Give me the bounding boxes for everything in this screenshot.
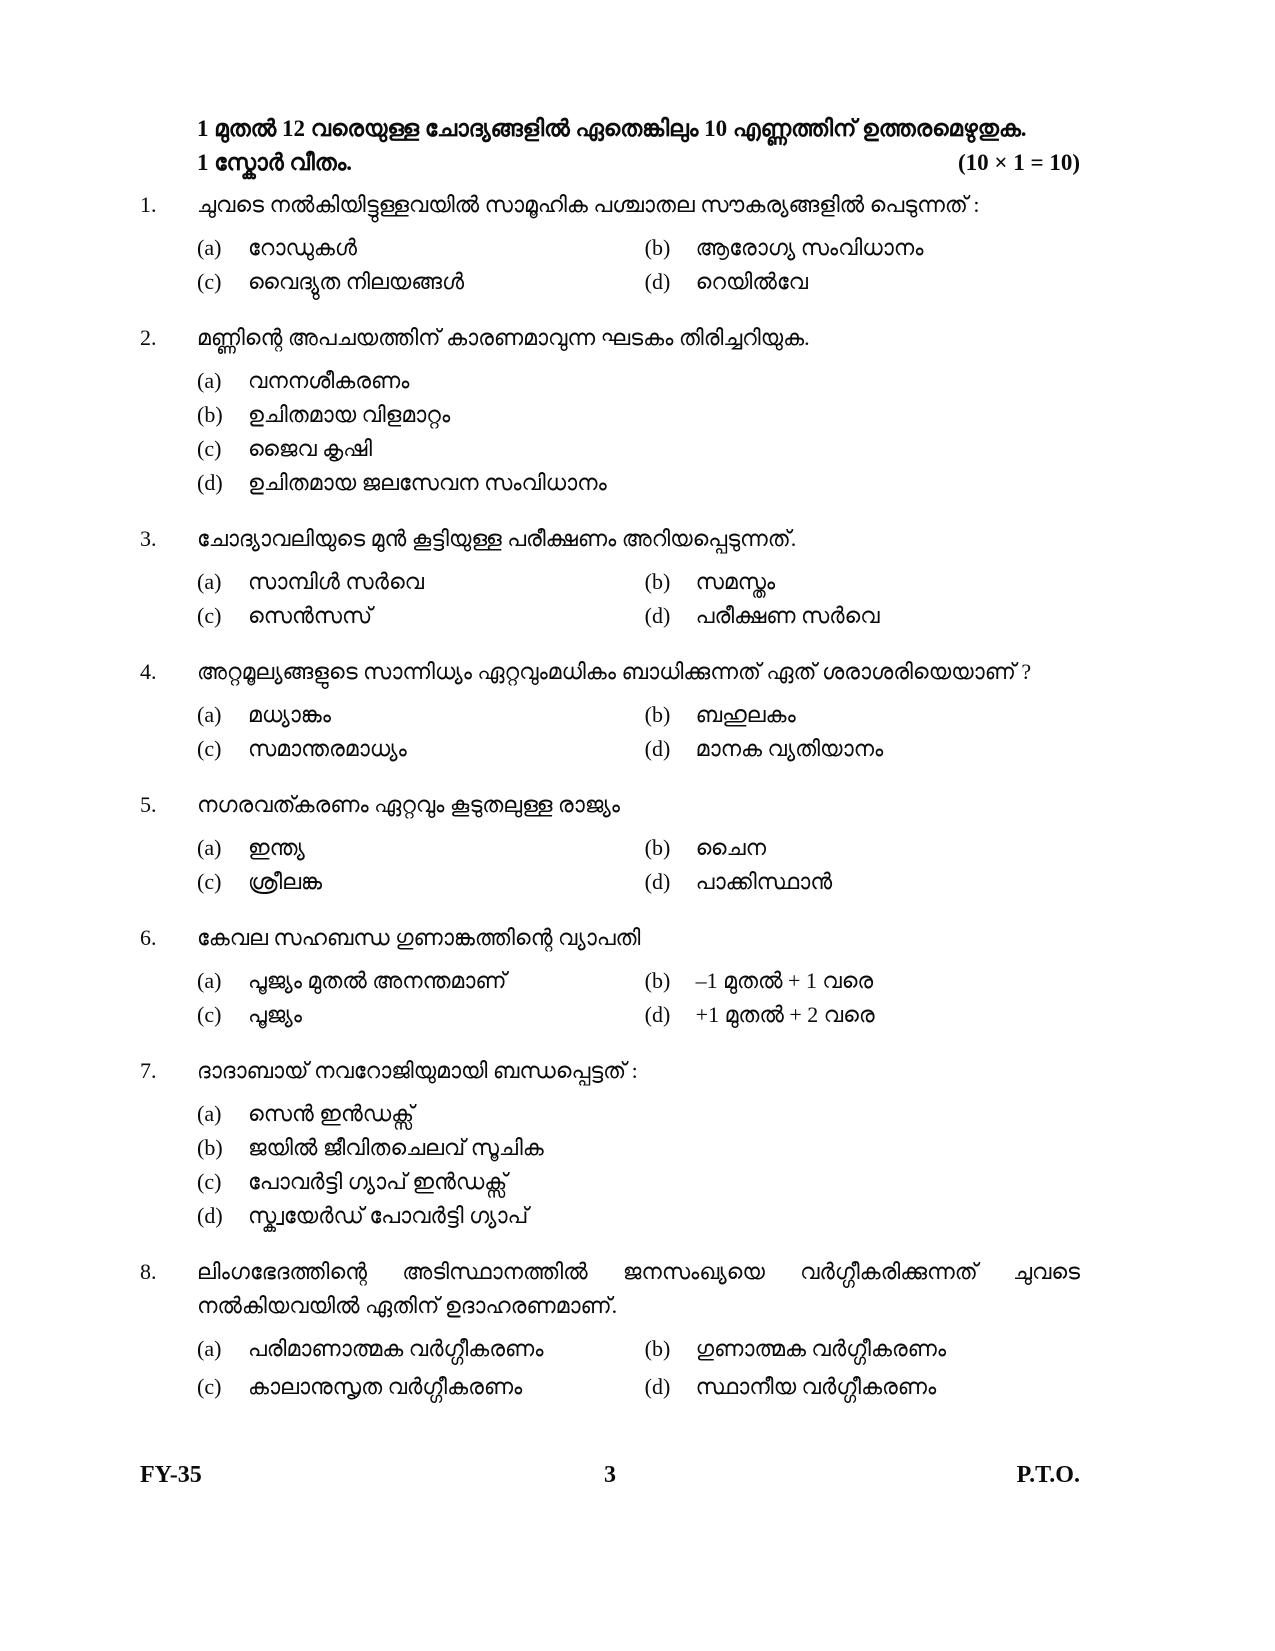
option-c	[197, 732, 645, 766]
option-label: (b)	[644, 835, 671, 860]
option-d	[197, 1199, 1080, 1233]
option-text: ഗുണാത്മക വർഗ്ഗീകരണം	[695, 1336, 947, 1361]
option-a	[197, 964, 645, 998]
option-text: ഉചിതമായ ജലസേവന സംവിധാനം	[248, 470, 607, 495]
option-c	[197, 998, 645, 1032]
option-label: (a)	[197, 235, 222, 260]
option-text: മധ്യാങ്കം	[248, 702, 331, 727]
question-stem: ലിംഗഭേദത്തിന്റെ അടിസ്ഥാനത്തിൽ ജനസംഖ്യയെ വർഗ്ഗീകരിക്കുന്നത് ചുവടെ നൽകിയവയിൽ ഏതിന് ഉദാഹരണമാണ്.	[197, 1259, 1080, 1318]
option-label: (b)	[644, 569, 671, 594]
question-stem: ദാദാബായ് നവറോജിയുമായി ബന്ധപ്പെട്ടത് :	[197, 1058, 638, 1083]
options-grid	[197, 698, 1080, 766]
option-label: (c)	[197, 1169, 222, 1194]
question-4	[140, 655, 1080, 766]
option-text: പൂജ്യം മുതൽ അനന്തമാണ്	[248, 968, 507, 993]
options-grid	[197, 964, 1080, 1032]
option-text: പോവർട്ടി ഗ്യാപ് ഇൻഡക്സ്	[248, 1169, 508, 1194]
option-label: (d)	[644, 603, 671, 628]
option-text: മാനക വ്യതിയാനം	[695, 736, 884, 761]
option-b	[645, 698, 1080, 732]
instructions-block	[197, 112, 1080, 180]
option-text: ജൈവ കൃഷി	[248, 436, 373, 461]
option-b	[197, 1131, 1080, 1165]
option-d	[645, 732, 1080, 766]
option-label: (a)	[197, 968, 222, 993]
option-label: (b)	[644, 968, 671, 993]
option-text: സമാന്തരമാധ്യം	[248, 736, 407, 761]
option-c	[197, 432, 1080, 466]
option-label: (b)	[644, 1336, 671, 1361]
instruction-line-1: 1 മുതൽ 12 വരെയുള്ള ചോദ്യങ്ങളിൽ ഏതെങ്കിലും 10 എണ്ണത്തിന് ഉത്തരമെഴുതുക.	[197, 116, 1027, 141]
option-label: (d)	[644, 269, 671, 294]
option-label: (d)	[644, 736, 671, 761]
option-label: (d)	[644, 1374, 671, 1399]
question-5	[140, 788, 1080, 899]
options-grid	[197, 831, 1080, 899]
option-a	[197, 364, 1080, 398]
page-footer	[140, 1462, 1080, 1489]
question-number: 1.	[140, 192, 157, 217]
option-text: സ്ഥാനീയ വർഗ്ഗീകരണം	[695, 1374, 937, 1399]
option-b	[197, 398, 1080, 432]
option-label: (d)	[197, 1203, 223, 1228]
options-list	[197, 1097, 1080, 1233]
option-b	[645, 231, 1080, 265]
option-label: (c)	[197, 436, 222, 461]
instruction-line-2	[197, 146, 1080, 180]
page-number: 3	[603, 1462, 616, 1488]
option-label: (a)	[197, 368, 222, 393]
marks-scheme: (10 × 1 = 10)	[957, 150, 1080, 175]
option-d	[645, 599, 1080, 633]
option-text: പൂജ്യം	[248, 1002, 302, 1027]
option-text: ശ്രീലങ്ക	[248, 869, 323, 894]
option-label: (a)	[197, 702, 222, 727]
option-label: (c)	[197, 603, 222, 628]
option-text: ഉചിതമായ വിളമാറ്റം	[248, 402, 451, 427]
option-b	[645, 831, 1080, 865]
option-a	[197, 1332, 645, 1366]
option-label: (c)	[197, 736, 222, 761]
question-stem: ചുവടെ നൽകിയിട്ടുള്ളവയിൽ സാമൂഹിക പശ്ചാതല സൗകര്യങ്ങളിൽ പെടുന്നത് :	[197, 192, 980, 217]
option-text: റെയിൽവേ	[695, 269, 808, 294]
option-label: (a)	[197, 835, 222, 860]
option-text: വൈദ്യുത നിലയങ്ങൾ	[248, 269, 465, 294]
option-d	[645, 265, 1080, 299]
option-d	[645, 998, 1080, 1032]
option-label: (c)	[197, 269, 222, 294]
option-text: വനനശീകരണം	[248, 368, 410, 393]
question-8	[140, 1255, 1080, 1404]
option-label: (b)	[644, 702, 671, 727]
option-label: (b)	[197, 1135, 223, 1160]
question-1	[140, 188, 1080, 299]
option-text: പരീക്ഷണ സർവെ	[695, 603, 880, 628]
option-text: സ്ക്വയേർഡ് പോവർട്ടി ഗ്യാപ്	[248, 1203, 529, 1228]
option-text: റോഡുകൾ	[248, 235, 357, 260]
question-stem: ചോദ്യാവലിയുടെ മുൻ കൂട്ടിയുള്ള പരീക്ഷണം അറിയപ്പെടുന്നത്.	[197, 526, 797, 551]
option-c	[197, 1165, 1080, 1199]
option-a	[197, 698, 645, 732]
question-3	[140, 522, 1080, 633]
question-2	[140, 321, 1080, 500]
option-c	[197, 865, 645, 899]
option-b	[645, 1332, 1080, 1366]
question-number: 7.	[140, 1058, 157, 1083]
option-d	[645, 865, 1080, 899]
option-text: കാലാനുസൃത വർഗ്ഗീകരണം	[248, 1374, 523, 1399]
option-a	[197, 1097, 1080, 1131]
option-label: (c)	[197, 1374, 222, 1399]
option-label: (c)	[197, 1002, 222, 1027]
question-stem: മണ്ണിന്റെ അപചയത്തിന് കാരണമാവുന്ന ഘടകം തിരിച്ചറിയുക.	[197, 325, 810, 350]
option-c	[197, 599, 645, 633]
option-label: (d)	[644, 1002, 671, 1027]
option-text: പാക്കിസ്ഥാൻ	[695, 869, 833, 894]
option-label: (b)	[197, 402, 223, 427]
question-stem: കേവല സഹബന്ധ ഗുണാങ്കത്തിന്റെ വ്യാപതി	[197, 925, 641, 950]
option-label: (d)	[644, 869, 671, 894]
paper-code: FY-35	[140, 1462, 202, 1488]
option-text: സാമ്പിൾ സർവെ	[248, 569, 424, 594]
option-a	[197, 231, 645, 265]
option-text: ജയിൽ ജീവിതചെലവ് സൂചിക	[248, 1135, 544, 1160]
question-number: 4.	[140, 659, 157, 684]
option-text: സെൻ ഇൻഡക്സ്	[248, 1101, 415, 1126]
option-c	[197, 265, 645, 299]
question-number: 5.	[140, 792, 157, 817]
question-number: 3.	[140, 526, 157, 551]
option-text: –1 മുതൽ + 1 വരെ	[695, 968, 874, 993]
options-grid	[197, 1332, 1080, 1404]
question-7	[140, 1054, 1080, 1233]
option-d	[197, 466, 1080, 500]
options-list	[197, 364, 1080, 500]
score-note: 1 സ്കോർ വീതം.	[197, 150, 353, 175]
option-text: ആരോഗ്യ സംവിധാനം	[695, 235, 924, 260]
option-text: ചൈന	[695, 835, 767, 860]
option-text: സമസ്തം	[695, 569, 776, 594]
option-label: (a)	[197, 569, 222, 594]
options-grid	[197, 565, 1080, 633]
option-text: സെൻസസ്	[248, 603, 373, 628]
option-text: +1 മുതൽ + 2 വരെ	[695, 1002, 875, 1027]
option-label: (a)	[197, 1336, 222, 1361]
question-stem: അറ്റമൂല്യങ്ങളുടെ സാന്നിധ്യം ഏറ്റവുംമധികം ബാധിക്കുന്നത് ഏത് ശരാശരിയെയാണ് ?	[197, 659, 1032, 684]
question-6	[140, 921, 1080, 1032]
option-text: ഇന്ത്യ	[248, 835, 305, 860]
pto-label: P.T.O.	[1016, 1462, 1080, 1488]
question-stem: നഗരവത്കരണം ഏറ്റവും കൂടുതലുള്ള രാജ്യം	[197, 792, 620, 817]
option-b	[645, 964, 1080, 998]
option-label: (c)	[197, 869, 222, 894]
option-a	[197, 831, 645, 865]
question-number: 2.	[140, 325, 157, 350]
options-grid	[197, 231, 1080, 299]
option-text: ബഹുലകം	[695, 702, 796, 727]
option-c	[197, 1370, 645, 1404]
question-number: 6.	[140, 925, 157, 950]
option-d	[645, 1370, 1080, 1404]
question-number: 8.	[140, 1259, 157, 1284]
option-b	[645, 565, 1080, 599]
option-label: (a)	[197, 1101, 222, 1126]
option-label: (d)	[197, 470, 223, 495]
option-text: പരിമാണാത്മക വർഗ്ഗീകരണം	[248, 1336, 544, 1361]
option-a	[197, 565, 645, 599]
option-label: (b)	[644, 235, 671, 260]
